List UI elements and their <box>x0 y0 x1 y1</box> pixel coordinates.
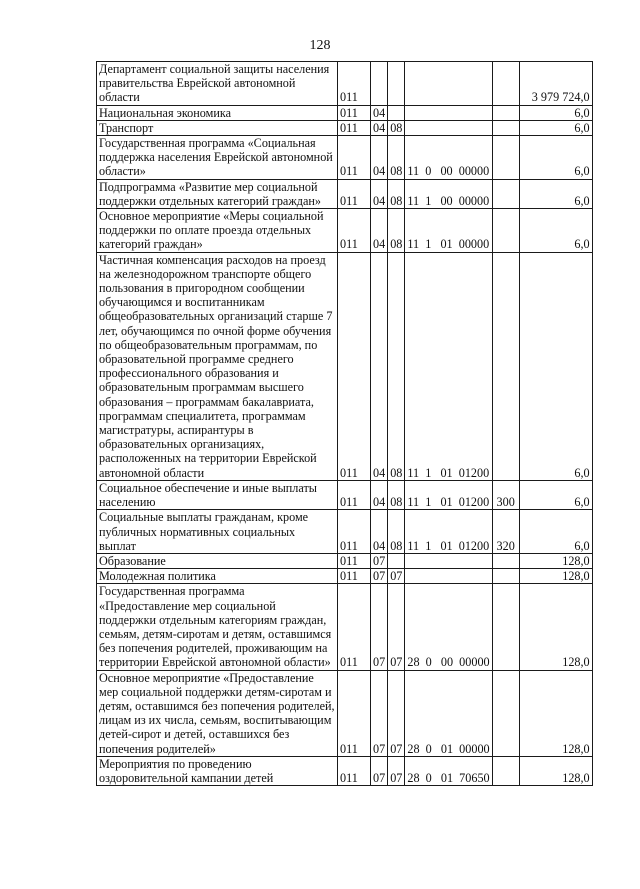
row-name-cell: Молодежная политика <box>97 569 338 584</box>
row-ved-cell: 011 <box>338 136 371 180</box>
row-sum-cell: 3 979 724,0 <box>519 62 592 106</box>
row-subsection-cell: 08 <box>388 120 405 135</box>
row-target-article-cell: 28 0 00 00000 <box>405 584 492 670</box>
row-section-cell: 07 <box>371 553 388 568</box>
table-row <box>97 179 593 208</box>
table-row <box>97 252 593 480</box>
row-expense-type-cell <box>492 252 519 480</box>
page-number: 128 <box>309 38 331 53</box>
row-section-cell: 04 <box>371 179 388 208</box>
table-row <box>97 510 593 554</box>
row-ved-cell: 011 <box>338 553 371 568</box>
row-subsection-cell: 08 <box>388 136 405 180</box>
row-target-article-cell: 11 1 01 00000 <box>405 209 492 253</box>
row-section-cell: 04 <box>371 209 388 253</box>
row-ved-cell: 011 <box>338 569 371 584</box>
row-expense-type-cell: 300 <box>492 480 519 509</box>
row-section-cell: 04 <box>371 510 388 554</box>
row-subsection-cell: 07 <box>388 670 405 756</box>
row-sum-cell: 128,0 <box>519 569 592 584</box>
budget-table-body <box>97 62 593 786</box>
table-row <box>97 670 593 756</box>
row-target-article-cell: 11 1 01 01200 <box>405 510 492 554</box>
table-row <box>97 584 593 670</box>
row-name-cell: Государственная программа «Предоставление мер социальной поддержки отдельным категориям граждан, семьям, детям-сиротам и детям, оставшимся без попечения родителей, проживающим на территории Еврейской автономной области» <box>97 584 338 670</box>
table-row <box>97 120 593 135</box>
row-subsection-cell: 07 <box>388 584 405 670</box>
row-ved-cell: 011 <box>338 105 371 120</box>
row-ved-cell: 011 <box>338 670 371 756</box>
row-sum-cell: 128,0 <box>519 584 592 670</box>
row-name-cell: Национальная экономика <box>97 105 338 120</box>
row-name-cell: Департамент социальной защиты населения правительства Еврейской автономной области <box>97 62 338 106</box>
row-sum-cell: 6,0 <box>519 105 592 120</box>
table-row <box>97 136 593 180</box>
row-sum-cell: 6,0 <box>519 179 592 208</box>
row-section-cell: 07 <box>371 569 388 584</box>
row-ved-cell: 011 <box>338 120 371 135</box>
row-subsection-cell: 08 <box>388 179 405 208</box>
table-row <box>97 105 593 120</box>
row-section-cell: 04 <box>371 120 388 135</box>
row-expense-type-cell: 320 <box>492 510 519 554</box>
row-subsection-cell: 08 <box>388 510 405 554</box>
row-ved-cell: 011 <box>338 510 371 554</box>
row-subsection-cell <box>388 105 405 120</box>
row-expense-type-cell <box>492 179 519 208</box>
row-subsection-cell <box>388 553 405 568</box>
row-section-cell: 04 <box>371 252 388 480</box>
row-name-cell: Основное мероприятие «Меры социальной поддержки по оплате проезда отдельных категорий граждан» <box>97 209 338 253</box>
row-target-article-cell: 28 0 01 00000 <box>405 670 492 756</box>
table-row <box>97 569 593 584</box>
table-row <box>97 209 593 253</box>
row-name-cell: Мероприятия по проведению оздоровительной кампании детей <box>97 756 338 785</box>
row-subsection-cell: 07 <box>388 569 405 584</box>
row-target-article-cell <box>405 62 492 106</box>
row-sum-cell: 6,0 <box>519 120 592 135</box>
row-ved-cell: 011 <box>338 179 371 208</box>
row-expense-type-cell <box>492 105 519 120</box>
table-row <box>97 62 593 106</box>
row-name-cell: Подпрограмма «Развитие мер социальной поддержки отдельных категорий граждан» <box>97 179 338 208</box>
row-expense-type-cell <box>492 62 519 106</box>
row-section-cell: 04 <box>371 480 388 509</box>
row-target-article-cell <box>405 569 492 584</box>
row-sum-cell: 128,0 <box>519 756 592 785</box>
row-name-cell: Государственная программа «Социальная поддержка населения Еврейской автономной области» <box>97 136 338 180</box>
row-name-cell: Основное мероприятие «Предоставление мер социальной поддержки детям-сиротам и детям, оставшимся без попечения родителей, лицам из их числа, семьям, воспитывающим детей-сирот и детей, оставшихся без попечения родителей» <box>97 670 338 756</box>
row-name-cell: Частичная компенсация расходов на проезд на железнодорожном транспорте общего пользования в пригородном сообщении обучающимся и воспитанникам общеобразовательных организаций старше 7 лет, обучающимся по очной форме обучения по общеобразовательным программам, по образовательной программе среднего профессионального образования и образовательным программам высшего образования – программам бакалавриата, программам специалитета, программам магистратуры, аспирантуры в образовательных организациях, расположенных на территории Еврейской автономной области <box>97 252 338 480</box>
row-target-article-cell: 11 0 00 00000 <box>405 136 492 180</box>
row-expense-type-cell <box>492 136 519 180</box>
row-expense-type-cell <box>492 756 519 785</box>
row-section-cell: 07 <box>371 756 388 785</box>
row-expense-type-cell <box>492 120 519 135</box>
row-ved-cell: 011 <box>338 209 371 253</box>
row-target-article-cell <box>405 105 492 120</box>
row-sum-cell: 128,0 <box>519 670 592 756</box>
row-section-cell <box>371 62 388 106</box>
row-expense-type-cell <box>492 553 519 568</box>
row-section-cell: 04 <box>371 136 388 180</box>
row-subsection-cell <box>388 62 405 106</box>
row-target-article-cell: 11 1 01 01200 <box>405 480 492 509</box>
row-sum-cell: 6,0 <box>519 252 592 480</box>
row-subsection-cell: 08 <box>388 209 405 253</box>
row-target-article-cell: 11 1 01 01200 <box>405 252 492 480</box>
row-ved-cell: 011 <box>338 480 371 509</box>
row-sum-cell: 6,0 <box>519 136 592 180</box>
row-ved-cell: 011 <box>338 756 371 785</box>
row-sum-cell: 6,0 <box>519 209 592 253</box>
table-row <box>97 553 593 568</box>
row-section-cell: 07 <box>371 670 388 756</box>
row-target-article-cell <box>405 553 492 568</box>
row-ved-cell: 011 <box>338 584 371 670</box>
row-target-article-cell: 28 0 01 70650 <box>405 756 492 785</box>
table-row <box>97 756 593 785</box>
row-subsection-cell: 08 <box>388 252 405 480</box>
row-expense-type-cell <box>492 209 519 253</box>
row-target-article-cell <box>405 120 492 135</box>
row-name-cell: Социальные выплаты гражданам, кроме публичных нормативных социальных выплат <box>97 510 338 554</box>
row-name-cell: Транспорт <box>97 120 338 135</box>
row-subsection-cell: 08 <box>388 480 405 509</box>
row-name-cell: Социальное обеспечение и иные выплаты населению <box>97 480 338 509</box>
row-subsection-cell: 07 <box>388 756 405 785</box>
budget-table <box>96 61 593 786</box>
row-sum-cell: 6,0 <box>519 510 592 554</box>
row-section-cell: 07 <box>371 584 388 670</box>
row-sum-cell: 6,0 <box>519 480 592 509</box>
row-target-article-cell: 11 1 00 00000 <box>405 179 492 208</box>
row-ved-cell: 011 <box>338 62 371 106</box>
row-ved-cell: 011 <box>338 252 371 480</box>
row-expense-type-cell <box>492 670 519 756</box>
row-name-cell: Образование <box>97 553 338 568</box>
row-expense-type-cell <box>492 584 519 670</box>
row-expense-type-cell <box>492 569 519 584</box>
table-row <box>97 480 593 509</box>
row-section-cell: 04 <box>371 105 388 120</box>
row-sum-cell: 128,0 <box>519 553 592 568</box>
